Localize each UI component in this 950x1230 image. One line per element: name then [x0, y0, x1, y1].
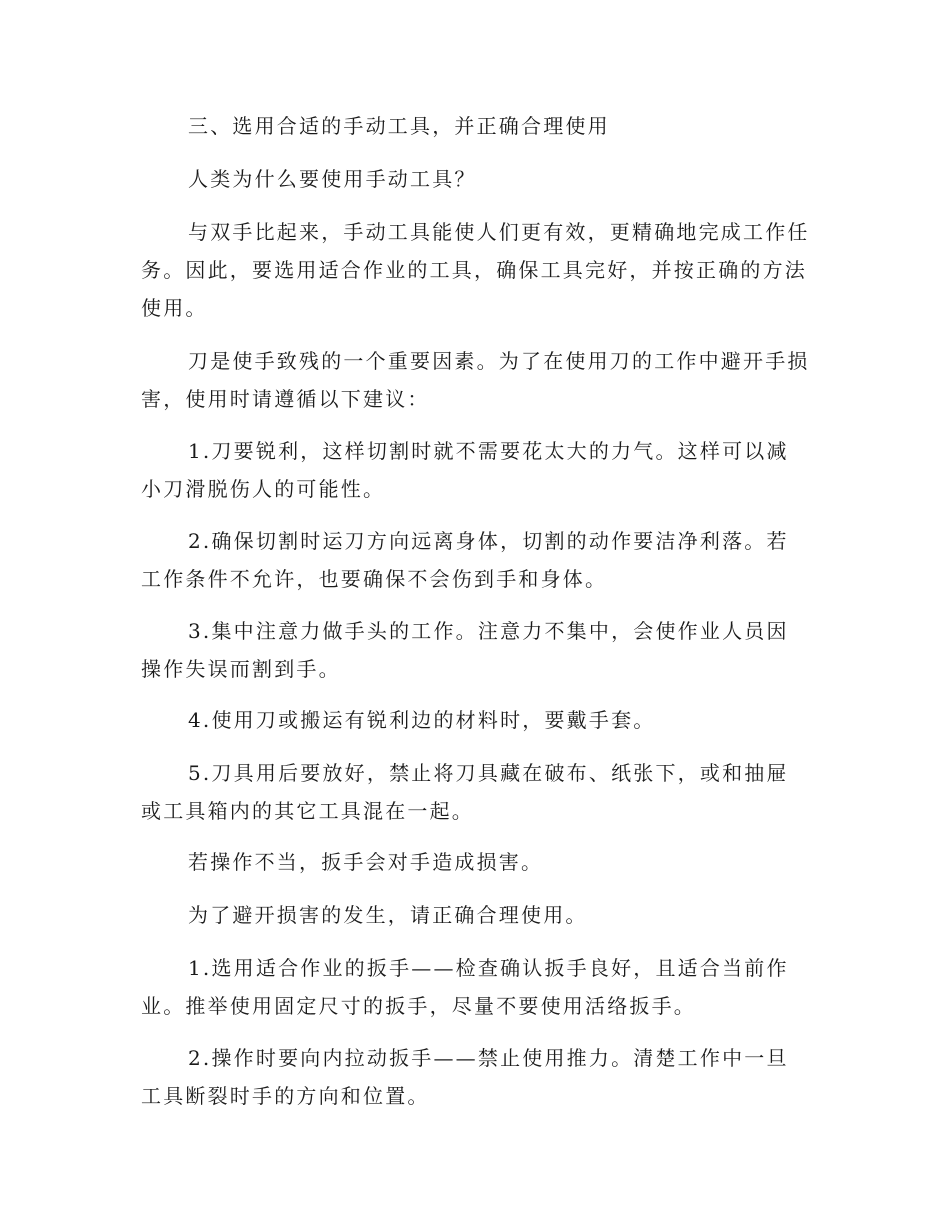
wrench-tip-2: 2.操作时要向内拉动扳手——禁止使用推力。清楚工作中一旦工具断裂时手的方向和位置。 [141, 1046, 789, 1108]
knife-tip-3: 3.集中注意力做手头的工作。注意力不集中，会使作业人员因操作失误而割到手。 [141, 619, 789, 681]
wrench-advice-intro: 为了避开损害的发生，请正确合理使用。 [188, 903, 588, 927]
section-heading: 三、选用合适的手动工具，并正确合理使用 [188, 114, 610, 138]
wrench-intro: 若操作不当，扳手会对手造成损害。 [188, 850, 544, 874]
question-paragraph: 人类为什么要使用手动工具？ [188, 167, 477, 191]
body-paragraph-knife-intro: 刀是使手致残的一个重要因素。为了在使用刀的工作中避开手损害，使用时请遵循以下建议： [141, 349, 810, 411]
wrench-tip-1: 1.选用适合作业的扳手——检查确认扳手良好，且适合当前作业。推举使用固定尺寸的扳手，尽量不要使用活络扳手。 [141, 956, 789, 1018]
body-paragraph-tools-purpose: 与双手比起来，手动工具能使人们更有效，更精确地完成工作任务。因此，要选用适合作业的工具，确保工具完好，并按正确的方法使用。 [141, 220, 810, 320]
knife-tip-4: 4.使用刀或搬运有锐利边的材料时，要戴手套。 [188, 708, 656, 732]
knife-tip-1: 1.刀要锐利，这样切割时就不需要花太大的力气。这样可以减小刀滑脱伤人的可能性。 [141, 439, 789, 501]
knife-tip-5: 5.刀具用后要放好，禁止将刀具藏在破布、纸张下，或和抽屉或工具箱内的其它工具混在一起。 [141, 761, 789, 823]
knife-tip-2: 2.确保切割时运刀方向远离身体，切割的动作要洁净利落。若工作条件不允许，也要确保不会伤到手和身体。 [141, 529, 789, 591]
